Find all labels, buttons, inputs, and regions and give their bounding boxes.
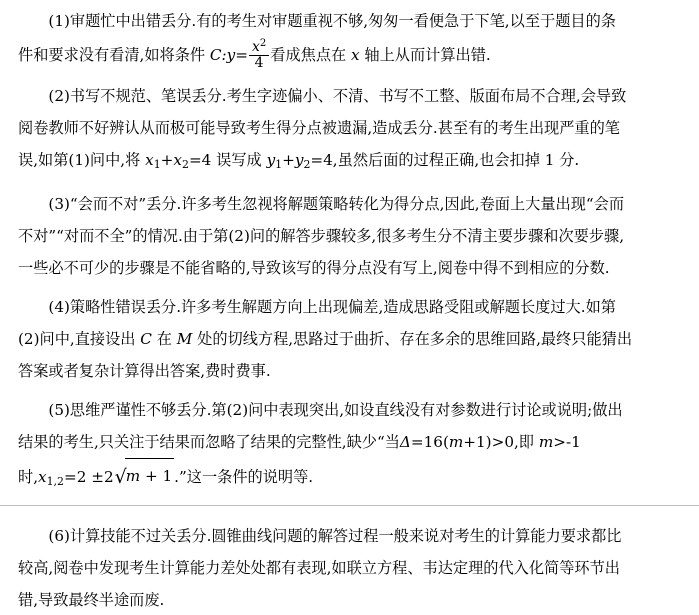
math-var-m-1: m xyxy=(448,433,464,452)
paragraph-5-text-c-mid: =2 ±2 xyxy=(64,468,114,487)
paragraph-2-line-2 xyxy=(18,113,681,143)
paragraph-4-text-b-mid: 在 xyxy=(151,330,177,349)
paragraph-3-line-1 xyxy=(18,189,681,219)
math-x2-var: x xyxy=(173,151,182,169)
paragraph-2-text-f: 分. xyxy=(554,151,580,169)
paragraph-5-text-b4: >-1 xyxy=(553,433,581,452)
fraction-denominator: 4 xyxy=(249,55,269,71)
math-fraction xyxy=(249,39,269,71)
math-score-value: 1 xyxy=(544,151,555,169)
paragraph-4-line-1 xyxy=(18,292,681,322)
radicand xyxy=(125,458,174,493)
paragraph-5-line-2 xyxy=(18,427,681,457)
paragraph-2-line-1 xyxy=(18,81,681,111)
math-y-eq: =4, xyxy=(310,151,338,169)
math-var-m-2: m xyxy=(538,433,554,452)
paragraph-2-text-a: (2)书写不规范、笔误丢分.考生字迹偏小、不清、书写不工整、版面布局不合理,会导致 xyxy=(48,87,627,105)
paragraph-3-text-c: 一些必不可少的步骤是不能省略的,导致该写的得分点没有写上,阅卷中得不到相应的分数. xyxy=(18,259,610,278)
math-curve-label: C:y= xyxy=(209,46,248,64)
paragraph-5-line-3 xyxy=(18,459,681,499)
paragraph-6-line-2 xyxy=(18,553,681,583)
paragraph-3-line-3 xyxy=(18,253,681,283)
fraction-numerator-var: x xyxy=(251,38,260,55)
math-y2-sub: 2 xyxy=(303,158,311,172)
paragraph-3-text-a: (3)“会而不对”丢分.许多考生忽视将解题策略转化为得分点,因此,卷面上大量出现“会而 xyxy=(48,195,625,214)
radical-sign: √ xyxy=(114,466,127,489)
paragraph-6-text-a: (6)计算技能不过关丢分.圆锥曲线问题的解答过程一般来说对考生的计算能力要求都比 xyxy=(48,527,622,546)
paragraph-1-line-2 xyxy=(18,38,681,72)
math-delta-symbol: Δ xyxy=(399,433,411,452)
paragraph-3-line-2 xyxy=(18,221,681,251)
math-x-plus: + xyxy=(160,151,174,169)
paragraph-5-text-b: 结果的考生,只关注于结果而忽略了结果的完整性,缺少“当 xyxy=(18,433,400,452)
fraction-numerator-exponent: 2 xyxy=(259,37,267,49)
math-var-C: C xyxy=(140,330,152,349)
paragraph-4-line-2 xyxy=(18,324,681,354)
math-x-subscripted-var: x xyxy=(38,468,47,487)
radicand-plus-one: + 1 xyxy=(140,467,173,486)
paragraph-1-text-d: 轴上从而计算出错. xyxy=(359,46,491,64)
paragraph-5-text-a: (5)思维严谨性不够丢分.第(2)问中表现突出,如设直线没有对参数进行讨论或说明;做出 xyxy=(48,401,623,420)
paragraph-4-text-b-pre: (2)问中,直接设出 xyxy=(18,330,141,349)
paragraph-5-text-c-pre: 时, xyxy=(18,468,39,487)
math-y1-sub: 1 xyxy=(275,158,283,172)
paragraph-6-text-b: 较高,阅卷中发现考生计算能力差处处都有表现,如联立方程、韦达定理的代入化简等环节出 xyxy=(18,559,620,578)
math-x-subscript-1-2: 1,2 xyxy=(46,475,64,489)
paragraph-5-text-b3: +1)>0,即 xyxy=(463,433,539,452)
paragraph-4-text-b-post: 处的切线方程,思路过于曲折、存在多余的思维回路,最终只能猜出 xyxy=(192,330,633,349)
math-x2-sub: 2 xyxy=(181,158,189,172)
paragraph-2-text-c: 误,如第(1)问中,将 xyxy=(18,151,146,169)
paragraph-1-text-b: 件和要求没有看清,如将条件 xyxy=(18,46,210,64)
paragraph-4-text-a: (4)策略性错误丢分.许多考生解题方向上出现偏差,造成思路受阻或解题长度过大.如第 xyxy=(48,298,616,317)
paragraph-4-text-c: 答案或者复杂计算得出答案,费时费事. xyxy=(18,362,271,381)
paragraph-2-text-e: 虽然后面的过程正确,也会扣掉 xyxy=(337,151,545,169)
paragraph-6-line-3 xyxy=(18,585,681,615)
paragraph-6-text-c: 错,导致最终半途而废. xyxy=(18,591,165,610)
math-x1-var: x xyxy=(145,151,154,169)
paragraph-3-text-b: 不对”“对而不全”的情况.由于第(2)问的解答步骤较多,很多考生分不清主要步骤和次要步骤, xyxy=(18,227,625,246)
math-y-plus: + xyxy=(282,151,295,169)
math-y1-var: y xyxy=(266,151,276,169)
paragraph-5-text-b2: =16( xyxy=(410,433,449,452)
paragraph-2-text-b: 阅卷教师不好辨认从而极可能导致考生得分点被遗漏,造成丢分.甚至有的考生出现严重的笔 xyxy=(18,119,620,137)
paragraph-5-text-c-post: .”这一条件的说明等. xyxy=(174,468,314,487)
paragraph-2-line-3 xyxy=(18,145,681,180)
paragraph-5-line-1 xyxy=(18,395,681,425)
paragraph-2-text-d: 误写成 xyxy=(211,151,267,169)
math-var-M: M xyxy=(176,330,193,349)
math-y2-var: y xyxy=(294,151,304,169)
fraction-numerator xyxy=(249,39,269,55)
paragraph-4-line-3 xyxy=(18,356,681,386)
paragraph-6-line-1 xyxy=(18,521,681,551)
math-axis-var: x xyxy=(351,46,360,64)
math-square-root xyxy=(114,459,175,494)
math-x1-sub: 1 xyxy=(153,158,161,172)
radicand-var-m: m xyxy=(125,467,141,486)
section-divider xyxy=(0,505,699,506)
paragraph-1-text-a: (1)审题忙中出错丢分.有的考生对审题重视不够,匆匆一看便急于下笔,以至于题目的条 xyxy=(48,12,616,30)
math-x-eq: =4 xyxy=(188,151,212,169)
paragraph-1-line-1 xyxy=(18,6,681,36)
paragraph-1-text-c: 看成焦点在 xyxy=(270,46,352,64)
